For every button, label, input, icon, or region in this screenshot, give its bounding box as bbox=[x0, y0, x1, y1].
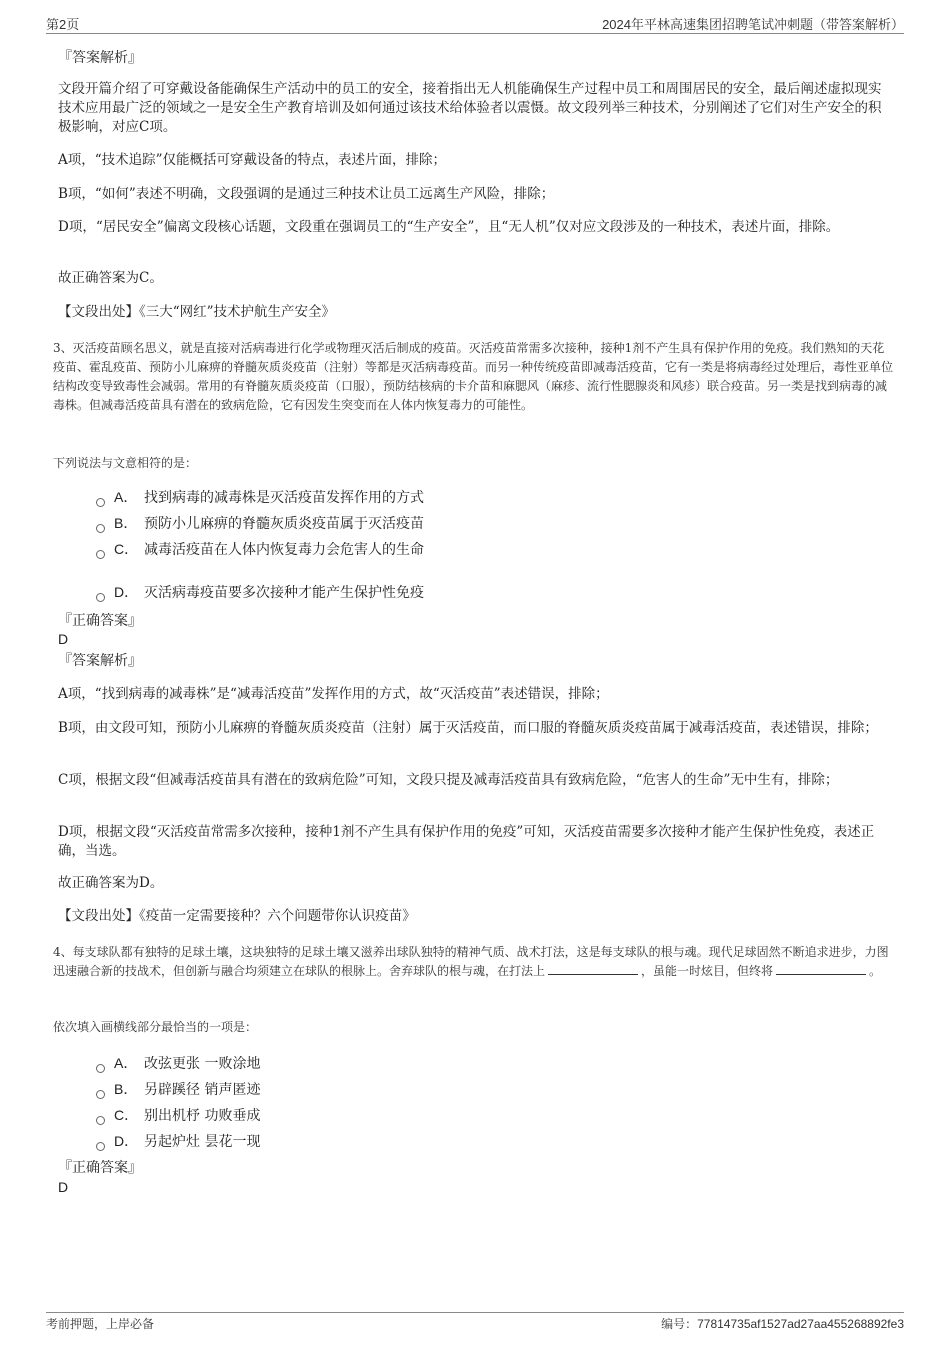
fill-blank-1 bbox=[548, 962, 638, 975]
option-c[interactable] bbox=[96, 539, 424, 560]
option-text: 改弦更张 一败涂地 bbox=[144, 1056, 261, 1072]
radio-button-a[interactable] bbox=[96, 1064, 105, 1073]
analysis-label: 『答案解析』 bbox=[58, 49, 142, 65]
analysis-option-b: B项，由文段可知，预防小儿麻痹的脊髓灰质炎疫苗（注射）属于灭活疫苗，而口服的脊髓灰质炎疫苗属于减毒活疫苗，表述错误，排除； bbox=[58, 720, 878, 736]
option-text: 预防小儿麻痹的脊髓灰质炎疫苗属于灭活疫苗 bbox=[144, 516, 424, 532]
footer-slogan: 考前押题，上岸必备 bbox=[46, 1317, 155, 1331]
radio-button-b[interactable] bbox=[96, 1090, 105, 1099]
option-a[interactable] bbox=[96, 487, 424, 508]
correct-answer: D bbox=[58, 1179, 69, 1195]
option-c[interactable] bbox=[96, 1105, 260, 1126]
analysis-option-d: D项，“居民安全”偏离文段核心话题，文段重在强调员工的“生产安全”，且“无人机”仅对应文段涉及的一种技术，表述片面，排除。 bbox=[58, 219, 840, 235]
document-id: 编号：77814735af1527ad27aa455268892fe3 bbox=[661, 1317, 904, 1331]
option-text: 另辟蹊径 销声匿迹 bbox=[144, 1082, 261, 1098]
header-divider bbox=[46, 33, 904, 34]
analysis-label: 『答案解析』 bbox=[58, 652, 142, 668]
radio-button-a[interactable] bbox=[96, 498, 105, 507]
option-text: 别出机杼 功败垂成 bbox=[144, 1108, 261, 1124]
option-letter: B． bbox=[114, 1081, 138, 1097]
analysis-option-d: D项，根据文段“灭活疫苗常需多次接种，接种1剂不产生具有保护作用的免疫”可知，灭活疫苗需要多次接种才能产生保护性免疫，表述正确，当选。 bbox=[58, 824, 875, 859]
document-title: 2024年平林高速集团招聘笔试冲刺题（带答案解析） bbox=[602, 17, 904, 32]
option-b[interactable] bbox=[96, 1079, 260, 1100]
radio-button-d[interactable] bbox=[96, 1142, 105, 1151]
radio-button-b[interactable] bbox=[96, 524, 105, 533]
option-letter: C． bbox=[114, 541, 139, 557]
analysis-option-c: C项，根据文段“但减毒活疫苗具有潜在的致病危险”可知，文段只提及减毒活疫苗具有致病危险，“危害人的生命”无中生有，排除； bbox=[58, 772, 839, 788]
passage-source: 【文段出处】《疫苗一定需要接种？六个问题带你认识疫苗》 bbox=[58, 908, 416, 924]
option-text: 减毒活疫苗在人体内恢复毒力会危害人的生命 bbox=[144, 542, 424, 558]
question-3-stem: 3、灭活疫苗顾名思义，就是直接对活病毒进行化学或物理灭活后制成的疫苗。灭活疫苗常需多次接种，接种1剂不产生具有保护作用的免疫。我们熟知的天花疫苗、霍乱疫苗、预防小儿麻痹的脊髓灰质炎疫苗（注射）等都是灭活病毒疫苗。而另一种传统疫苗即减毒活疫苗，它有一类是将病毒经过处理后，毒性亚单位结构改变导致毒性会减弱。常用的有脊髓灰质炎疫苗（口服），预防结核病的卡介苗和麻腮风（麻疹、流行性腮腺炎和风疹）联合疫苗。另一类是找到病毒的减毒株。但减毒活疫苗具有潜在的致病危险，它有因发生突变而在人体内恢复毒力的可能性。 bbox=[53, 341, 894, 412]
stem-text: 4、每支球队都有独特的足球土壤，这块独特的足球土壤又滋养出球队独特的精神气质、战术打法，这是每支球队的根与魂。现代足球固然不断追求进步，力图迅速融合新的技战术，但创新与融合均须建立在球队的根脉上。舍弃球队的根与魂，在打法上 bbox=[53, 945, 889, 978]
stem-text: ，虽能一时炫目，但终将 bbox=[641, 964, 774, 978]
option-b[interactable] bbox=[96, 513, 424, 534]
option-letter: C． bbox=[114, 1107, 139, 1123]
option-text: 找到病毒的减毒株是灭活疫苗发挥作用的方式 bbox=[144, 490, 424, 506]
analysis-conclusion: 故正确答案为D。 bbox=[58, 875, 164, 891]
question-4-prompt: 依次填入画横线部分最恰当的一项是： bbox=[53, 1020, 258, 1034]
option-letter: D． bbox=[114, 584, 139, 600]
correct-answer: D bbox=[58, 631, 69, 647]
footer-divider bbox=[46, 1312, 904, 1313]
question-3-prompt: 下列说法与文意相符的是： bbox=[53, 456, 198, 470]
question-4-stem bbox=[53, 943, 894, 981]
option-text: 灭活病毒疫苗要多次接种才能产生保护性免疫 bbox=[144, 585, 424, 601]
correct-answer-label: 『正确答案』 bbox=[58, 612, 142, 628]
radio-button-c[interactable] bbox=[96, 1116, 105, 1125]
radio-button-d[interactable] bbox=[96, 593, 105, 602]
analysis-option-a: A项，“找到病毒的减毒株”是“减毒活疫苗”发挥作用的方式，故“灭活疫苗”表述错误，排除； bbox=[58, 686, 609, 702]
page-number: 第2页 bbox=[46, 17, 80, 32]
option-a[interactable] bbox=[96, 1053, 260, 1074]
option-letter: A． bbox=[114, 1055, 138, 1071]
stem-text: 。 bbox=[869, 964, 882, 978]
option-text: 另起炉灶 昙花一现 bbox=[144, 1134, 261, 1150]
radio-button-c[interactable] bbox=[96, 550, 105, 559]
option-d[interactable] bbox=[96, 582, 424, 603]
option-d[interactable] bbox=[96, 1131, 260, 1152]
fill-blank-2 bbox=[776, 962, 866, 975]
option-letter: B． bbox=[114, 515, 138, 531]
passage-source: 【文段出处】《三大“网红”技术护航生产安全》 bbox=[58, 304, 336, 320]
analysis-option-a: A项，“技术追踪”仅能概括可穿戴设备的特点，表述片面，排除； bbox=[58, 152, 447, 168]
analysis-option-b: B项，“如何”表述不明确，文段强调的是通过三种技术让员工远离生产风险，排除； bbox=[58, 186, 555, 202]
analysis-conclusion: 故正确答案为C。 bbox=[58, 270, 163, 286]
option-letter: D． bbox=[114, 1133, 139, 1149]
correct-answer-label: 『正确答案』 bbox=[58, 1159, 142, 1175]
option-letter: A． bbox=[114, 489, 138, 505]
analysis-paragraph: 文段开篇介绍了可穿戴设备能确保生产活动中的员工的安全，接着指出无人机能确保生产过程中员工和周围居民的安全，最后阐述虚拟现实技术应用最广泛的领域之一是安全生产教育培训及如何通过该技术给体验者以震慑。故文段列举三种技术，分别阐述了它们对生产安全的积极影响，对应C项。 bbox=[58, 81, 882, 135]
